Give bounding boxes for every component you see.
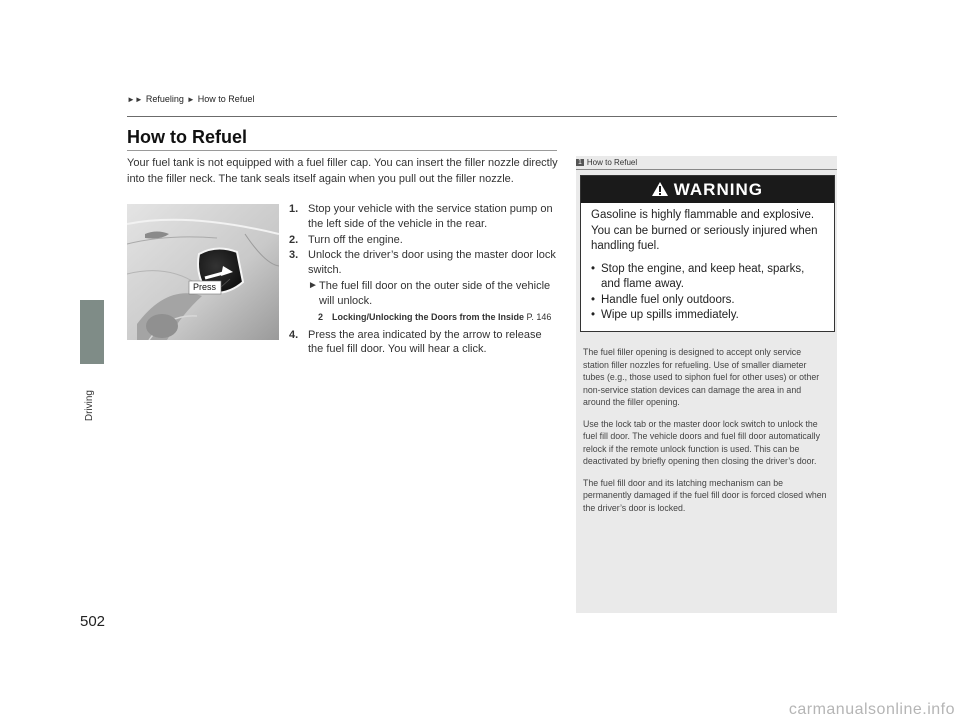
sidebar-paragraph: The fuel fill door and its latching mechanism can be permanently damaged if the fuel fill door is forced closed when the driver’s door is locked. — [583, 477, 827, 513]
bullet-icon: • — [591, 309, 596, 321]
note-icon: 1 — [578, 159, 582, 166]
sidebar-heading — [576, 158, 637, 167]
warning-list — [591, 262, 826, 324]
list-item — [289, 202, 559, 232]
fuel-door-illustration — [127, 204, 279, 340]
chapter-tab-marker — [80, 300, 104, 364]
cross-reference[interactable] — [318, 311, 559, 324]
list-item — [289, 233, 559, 248]
bullet-icon: • — [591, 293, 596, 306]
reference-title[interactable]: Locking/Unlocking the Doors from the Inside — [332, 311, 525, 322]
breadcrumb-arrow-icon: ►► — [127, 94, 143, 104]
step-text: Turn off the engine. — [308, 233, 403, 246]
list-item — [591, 308, 826, 324]
warning-title: WARNING — [673, 180, 763, 199]
steps-list — [289, 202, 559, 358]
step-number: 2. — [289, 233, 299, 246]
chapter-tab-label: Driving — [84, 390, 95, 422]
reference-page[interactable]: P. 146 — [526, 311, 552, 322]
breadcrumb-page: How to Refuel — [197, 94, 255, 104]
arrow-right-icon: ► — [308, 279, 318, 291]
breadcrumb-section[interactable]: Refueling — [145, 94, 184, 104]
warning-item: Handle fuel only outdoors. — [601, 293, 735, 306]
sidebar-paragraph: Use the lock tab or the master door lock switch to unlock the fuel fill door. The vehicle doors and fuel fill door automatically relock if the remote unlock function is used. This can be deactivated by briefly opening then closing the driver’s door. — [583, 418, 820, 466]
top-divider — [127, 116, 837, 117]
reference-text[interactable] — [332, 311, 551, 324]
step-number: 4. — [289, 328, 299, 341]
sidebar-divider — [576, 169, 837, 170]
list-item — [289, 248, 559, 278]
warning-item: Stop the engine, and keep heat, sparks, and flame away. — [601, 262, 805, 290]
page-number: 502 — [80, 613, 106, 630]
step-text: Stop your vehicle with the service station pump on the left side of the vehicle in the rear. — [308, 203, 553, 230]
substep-text: The fuel fill door on the outer side of the vehicle will unlock. — [319, 279, 551, 307]
sidebar-notes — [583, 346, 829, 523]
list-item — [289, 328, 559, 358]
warning-body — [581, 203, 834, 324]
reference-icon: 2 — [318, 311, 324, 322]
intro-paragraph: Your fuel tank is not equipped with a fuel filler cap. You can insert the filler nozzle directly into the filler neck. The tank seals itself again when you pull out the filler nozzle. — [127, 157, 558, 185]
page-title: How to Refuel — [127, 127, 247, 147]
warning-box — [580, 175, 835, 332]
press-label: Press — [193, 282, 217, 292]
warning-header — [581, 176, 834, 203]
step-number: 3. — [289, 249, 299, 262]
warning-text: Gasoline is highly flammable and explosive. You can be burned or seriously injured when handling fuel. — [591, 209, 818, 252]
step-text: Press the area indicated by the arrow to release the fuel fill door. You will hear a click. — [308, 328, 542, 356]
step-text: Unlock the driver’s door using the master door lock switch. — [308, 249, 556, 277]
sidebar-heading-label: How to Refuel — [586, 158, 638, 167]
list-item — [591, 262, 826, 293]
watermark: carmanualsonline.info — [788, 701, 955, 718]
sidebar-paragraph: The fuel filler opening is designed to accept only service station filler nozzles for refueling. Use of smaller diameter tubes (e.g., those used to siphon fuel for other uses) or other non-service station devices can damage the area in and around the filler opening. — [583, 347, 820, 407]
step-number: 1. — [289, 203, 299, 215]
list-item — [591, 293, 826, 309]
breadcrumb — [127, 94, 254, 104]
breadcrumb-arrow-icon: ► — [186, 94, 195, 104]
car-fuel-door-image — [127, 204, 279, 340]
step-substep — [308, 279, 559, 309]
warning-item: Wipe up spills immediately. — [601, 309, 739, 321]
warning-triangle-icon — [652, 182, 668, 196]
title-divider — [127, 150, 557, 151]
bullet-icon: • — [591, 262, 596, 275]
